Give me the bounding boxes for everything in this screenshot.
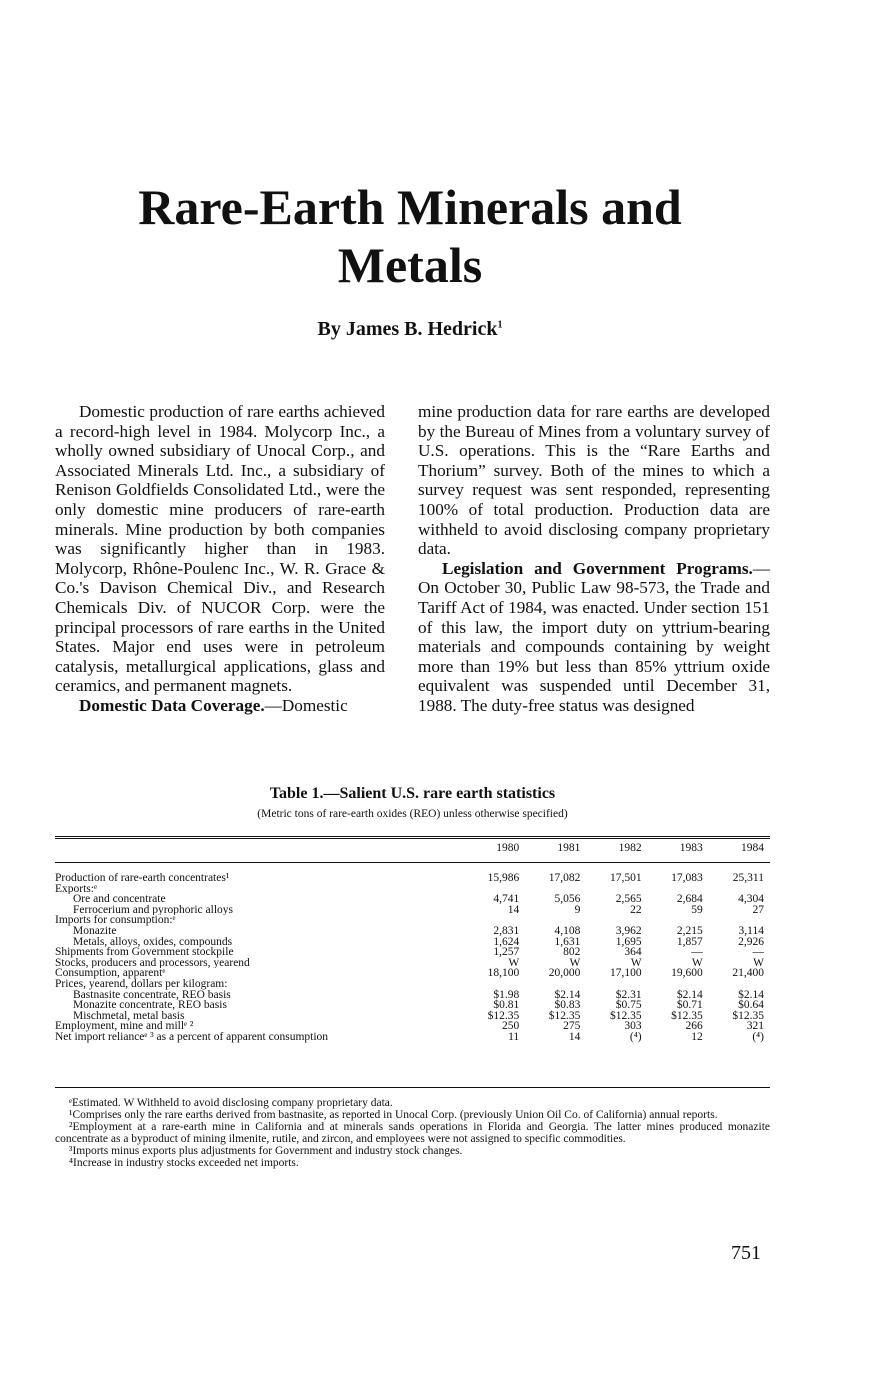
footnote: ³Imports minus exports plus adjustments for Government and industry stock changes.: [69, 1145, 463, 1157]
cell-value: 1,857: [676, 935, 703, 948]
cell-value: W: [569, 956, 581, 969]
row-label: Monazite: [73, 925, 117, 937]
year-header: 1980: [496, 842, 520, 855]
cell-value: 25,311: [732, 872, 764, 884]
table-bottom-rule: [55, 1087, 770, 1088]
table-row: [55, 947, 770, 958]
cell-value: 17,083: [671, 872, 703, 884]
cell-value: 3,114: [738, 924, 764, 937]
cell-value: $12.35: [609, 1009, 642, 1022]
cell-value: 321: [746, 1020, 764, 1033]
cell-value: 303: [624, 1020, 642, 1033]
table-row: [55, 968, 770, 979]
row-label: Exports:ᵉ: [55, 883, 97, 895]
header-blank: [55, 838, 464, 859]
cell-value: $1.98: [493, 988, 520, 1001]
cell-value: 18,100: [487, 967, 520, 980]
table-row: [55, 1032, 770, 1043]
row-label: Ore and concentrate: [73, 894, 166, 905]
article-title-line2: Metals: [337, 237, 483, 293]
table-row: [55, 884, 770, 895]
row-label: Mischmetal, metal basis: [73, 1010, 185, 1022]
cell-value: 1,257: [493, 946, 520, 959]
page-number: 751: [731, 1242, 761, 1264]
cell-value: 11: [508, 1030, 520, 1043]
cell-value: $2.14: [738, 988, 764, 1001]
row-label: Production of rare-earth concentrates¹: [55, 872, 230, 884]
cell-value: 20,000: [548, 967, 581, 980]
cell-value: W: [753, 956, 764, 969]
left-paragraph-2: [55, 696, 385, 716]
right-paragraph-2-text: —On October 30, Public Law 98-573, the Trade and Tariff Act of 1984, was enacted. Under section 151 of this law, the import duty on yttrium-bearing materials and compounds containing by weight more than 19% but less than 85% yttrium oxide equivalent was suspended until December 31, 1988. The duty-free status was designed: [418, 558, 770, 715]
section-heading-legislation: Legislation and Government Programs.: [442, 558, 753, 578]
cell-value: (⁴): [752, 1030, 764, 1043]
cell-value: 22: [630, 903, 642, 916]
cell-value: 266: [685, 1020, 703, 1033]
cell-value: 250: [501, 1020, 520, 1033]
row-label: Monazite concentrate, REO basis: [73, 1000, 227, 1011]
year-header: 1984: [741, 842, 764, 855]
cell-value: $0.83: [554, 999, 581, 1012]
table-footnotes: [55, 1097, 770, 1169]
cell-value: 4,304: [738, 893, 764, 906]
row-label: Net import relianceᵉ ³ as a percent of apparent consumption: [55, 1031, 329, 1043]
cell-value: 4,108: [554, 924, 581, 937]
left-column: [55, 402, 385, 716]
table-row: [55, 1000, 770, 1011]
section-heading-data-coverage: Domestic Data Coverage.: [79, 695, 265, 715]
year-header: 1981: [557, 842, 581, 855]
cell-value: 2,215: [676, 924, 703, 937]
year-header: 1983: [679, 842, 703, 855]
cell-value: 12: [691, 1030, 703, 1043]
table-row: [55, 979, 770, 990]
table-header-row: [55, 838, 770, 859]
article-title-line1: Rare-Earth Minerals and: [138, 179, 682, 235]
cell-value: 15,986: [487, 872, 520, 884]
table-row: [55, 894, 770, 905]
cell-value: (⁴): [629, 1030, 642, 1043]
row-label: Imports for consumption:ᵉ: [55, 915, 176, 926]
cell-value: W: [508, 956, 520, 969]
cell-value: 2,565: [615, 893, 642, 906]
table-header-rule: [55, 862, 770, 863]
cell-value: $12.35: [671, 1009, 703, 1022]
cell-value: —: [752, 946, 764, 959]
cell-value: [648, 979, 709, 990]
table-body: [55, 859, 770, 1043]
cell-value: 2,684: [676, 893, 703, 906]
cell-value: [586, 979, 647, 990]
table-row: [55, 915, 770, 926]
cell-value: W: [630, 956, 642, 969]
cell-value: 2,831: [493, 924, 520, 937]
cell-value: $12.35: [548, 1009, 581, 1022]
cell-value: 2,926: [738, 935, 764, 948]
cell-value: 17,100: [609, 967, 642, 980]
cell-value: 275: [563, 1020, 581, 1033]
table-row: [55, 1011, 770, 1022]
cell-value: 19,600: [671, 967, 703, 980]
row-label: Consumption, apparentᵉ: [55, 968, 166, 979]
table-row: [55, 958, 770, 969]
cell-value: 802: [563, 946, 581, 959]
year-header: 1982: [618, 842, 642, 855]
cell-value: $2.14: [554, 988, 581, 1001]
cell-value: 1,631: [554, 935, 581, 948]
cell-value: W: [691, 956, 703, 969]
cell-value: [464, 979, 525, 990]
table-row: [55, 926, 770, 937]
cell-value: 364: [624, 946, 642, 959]
footnote: ᵉEstimated. W Withheld to avoid disclosing company proprietary data.: [69, 1097, 393, 1109]
cell-value: 1,695: [615, 935, 642, 948]
cell-value: 9: [574, 903, 581, 916]
right-column: [418, 402, 770, 716]
cell-value: $0.64: [738, 999, 764, 1012]
cell-value: $0.81: [493, 999, 520, 1012]
salient-statistics-table: [55, 838, 770, 1043]
byline-footnote-mark: 1: [497, 319, 503, 331]
row-label: Bastnasite concentrate, REO basis: [73, 989, 231, 1001]
footnote: ¹Comprises only the rare earths derived from bastnasite, as reported in Unocal Corp. (previously Union Oil Co. of California) annual reports.: [69, 1109, 718, 1121]
table-row: [55, 990, 770, 1001]
left-paragraph-2-text: —Domestic: [264, 695, 348, 715]
row-label: Employment, mine and millᵉ ²: [55, 1021, 194, 1032]
row-label: Stocks, producers and processors, yearend: [55, 957, 250, 969]
footnote: ⁴Increase in industry stocks exceeded net imports.: [69, 1157, 299, 1169]
byline: [0, 318, 820, 341]
cell-value: 27: [752, 903, 764, 916]
article-title: [0, 178, 820, 294]
row-label: Ferrocerium and pyrophoric alloys: [73, 904, 233, 916]
row-label: Prices, yearend, dollars per kilogram:: [55, 978, 228, 990]
cell-value: 21,400: [732, 967, 764, 980]
cell-value: [709, 979, 770, 990]
cell-value: 14: [568, 1030, 581, 1043]
row-label: Metals, alloys, oxides, compounds: [73, 936, 233, 948]
footnote: ²Employment at a rare-earth mine in California and at minerals sands operations in Florida and Georgia. The latter mines produced monazite concentrate as a byproduct of mining ilmenite, rutile, and zircon, and employees were not assigned to specific commodities.: [55, 1121, 770, 1145]
right-paragraph-2: [418, 559, 770, 716]
cell-value: 5,056: [554, 893, 581, 906]
table-row: [55, 905, 770, 916]
cell-value: 59: [691, 903, 703, 916]
table-title: Table 1.—Salient U.S. rare earth statistics: [269, 785, 556, 802]
cell-value: 17,082: [548, 872, 581, 884]
cell-value: $12.35: [487, 1009, 520, 1022]
cell-value: $0.75: [615, 999, 642, 1012]
cell-value: 4,741: [493, 893, 520, 906]
cell-value: $2.31: [615, 988, 642, 1001]
table-row: [55, 937, 770, 948]
table-subtitle: (Metric tons of rare-earth oxides (REO) unless otherwise specified): [257, 808, 568, 820]
cell-value: 1,624: [493, 935, 520, 948]
table-top-rule: [55, 836, 770, 837]
byline-author: By James B. Hedrick: [317, 318, 498, 340]
cell-value: [525, 979, 586, 990]
right-paragraph-1: mine production data for rare earths are developed by the Bureau of Mines from a voluntary survey of U.S. operations. This is the “Rare Earths and Thorium” survey. Both of the mines to which a survey request was sent responded, representing 100% of total production. Production data are withheld to avoid disclosing company proprietary data.: [418, 402, 770, 559]
row-label: Shipments from Government stockpile: [55, 947, 234, 958]
cell-value: —: [691, 946, 703, 959]
cell-value: 3,962: [615, 924, 642, 937]
table-row: [55, 1021, 770, 1032]
cell-value: $2.14: [676, 988, 703, 1001]
left-paragraph-1: Domestic production of rare earths achieved a record-high level in 1984. Molycorp Inc., a wholly owned subsidiary of Unocal Corp., and Associated Minerals Ltd. Inc., a subsidiary of Renison Goldfields Consolidated Ltd., were the only domestic mine producers of rare-earth minerals. Mine production by both companies was significantly higher than in 1983. Molycorp, Rhône-Poulenc Inc., W. R. Grace & Co.'s Davison Chemical Div., and Research Chemicals Div. of NUCOR Corp. were the principal processors of rare earths in the United States. Major end uses were in petroleum catalysis, metallurgical applications, glass and ceramics, and permanent magnets.: [55, 402, 385, 696]
cell-value: $0.71: [676, 999, 703, 1012]
cell-value: $12.35: [732, 1009, 764, 1022]
cell-value: 17,501: [609, 872, 642, 884]
cell-value: 14: [507, 903, 520, 916]
